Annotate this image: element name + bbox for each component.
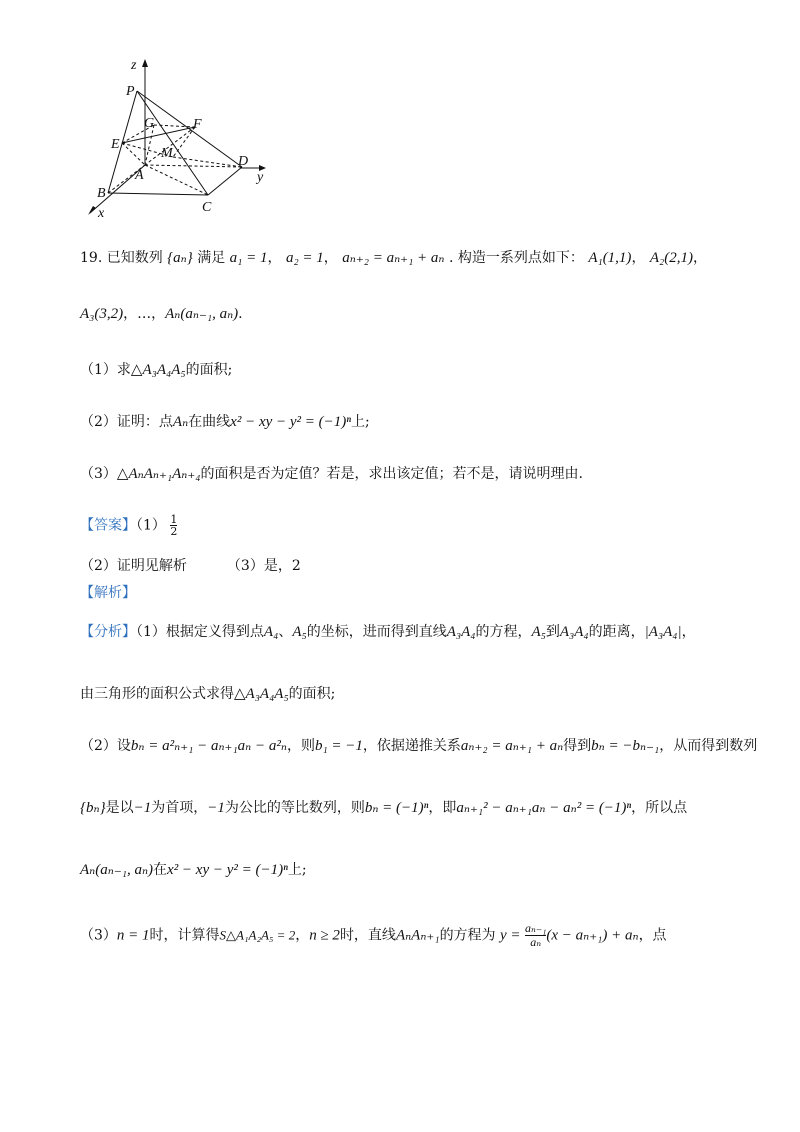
q19-sub-3 (80, 464, 583, 484)
analysis-slope-fraction (525, 922, 546, 949)
analysis-text: 到 (545, 624, 560, 640)
analysis-text: ，点 (638, 927, 667, 944)
q19-sub-2-pre: （2）证明：点 (80, 414, 173, 430)
analysis-text: 得到 (563, 738, 592, 754)
analysis-p2-line-3 (80, 860, 307, 880)
q19-line-2 (80, 304, 243, 324)
answer-tag: 【答案】 (80, 517, 136, 534)
analysis-text: 、 (278, 624, 293, 640)
analysis-p1-line-2 (80, 684, 335, 704)
answer-line-2 (80, 556, 301, 576)
edge-AC (145, 165, 208, 195)
analysis-fx-tag: 【分析】 (80, 624, 136, 640)
q19-point-2: A₂(2,1) (649, 250, 694, 266)
q19-comma: ， (267, 250, 282, 266)
label-y: y (257, 170, 264, 185)
q19-sub-1-triangle: △A₃A₄A₅ (130, 362, 186, 378)
analysis-p1-line-1 (80, 622, 696, 642)
q19-comma: ， (693, 250, 708, 266)
edge-GF (154, 125, 195, 127)
analysis-text: （3） (80, 927, 117, 944)
analysis-text: ，所以点 (631, 800, 688, 816)
q19-comma: ， (323, 250, 338, 266)
analysis-text: 是以 (105, 800, 134, 816)
q19-dots: ，…， (123, 306, 166, 322)
analysis-y-eq: y = (500, 927, 521, 944)
analysis-p2-line-2 (80, 798, 687, 818)
q19-point-1: A₁(1,1) (588, 250, 632, 266)
analysis-text: ，从而得到数列 (659, 738, 758, 754)
q19-period: . (238, 306, 243, 322)
label-A: A (135, 168, 144, 183)
q19-point-n: Aₙ(aₙ₋₁, aₙ) (165, 306, 239, 322)
analysis-point-A5: A₅ (531, 624, 546, 640)
analysis-abs-A3A4: |A₃A₄| (644, 624, 682, 640)
analysis-text: ， (295, 927, 310, 944)
analysis-seq-b: {bₙ} (80, 800, 106, 816)
analysis-text: 由三角形的面积公式求得 (80, 686, 234, 702)
q19-cond-2: a₂ = 1 (285, 250, 324, 266)
analysis-line-A3A4: A₃A₄ (446, 624, 476, 640)
analysis-slope-denominator: aₙ (525, 935, 546, 949)
q19-sub-1-pre: （1）求 (80, 362, 131, 378)
answer-1-pre: （1） (136, 517, 166, 534)
q19-sub-2-curve: x² − xy − y² = (−1)ⁿ (230, 414, 351, 430)
label-x: x (98, 206, 105, 221)
q19-text: 满足 (197, 250, 226, 266)
q19-sub-2 (80, 412, 370, 432)
analysis-line-AnAn1: AₙAₙ₊₁ (395, 927, 440, 944)
analysis-slope-numerator: aₙ₋₁ (525, 921, 547, 935)
edge-GA (145, 125, 154, 165)
analysis-text: 时，直线 (339, 927, 396, 944)
analysis-text: （1）根据定义得到点 (136, 624, 264, 640)
analysis-triangle: △A₃A₄A₅ (234, 686, 289, 702)
q19-comma: ， (631, 250, 646, 266)
q19-line-1 (80, 248, 707, 268)
q19-sub-2-mid: 在曲线 (188, 414, 231, 430)
q19-sub-2-point: Aₙ (172, 414, 189, 430)
answer-2: （2）证明见解析 (80, 558, 187, 574)
analysis-minus-one: −1 (207, 800, 225, 816)
label-G: G (144, 116, 155, 131)
analysis-area-S: S△A₁A₂A₅ = 2 (219, 927, 296, 943)
q19-sub-3-pre: （3） (80, 466, 117, 482)
q19-sub-3-post: 的面积是否为定值？若是，求出该定值；若不是，请说明理由. (200, 466, 583, 482)
analysis-tag: 【解析】 (80, 585, 136, 601)
answer-1-denominator: 2 (170, 525, 178, 538)
analysis-line-rest: (x − aₙ₊₁) + aₙ (546, 927, 639, 944)
analysis-line-A3A4: A₃A₄ (559, 624, 589, 640)
answer-1-fraction (170, 514, 177, 537)
analysis-text: 上; (287, 862, 307, 878)
analysis-identity: aₙ₊₁² − aₙ₊₁aₙ − aₙ² = (−1)ⁿ (456, 800, 632, 816)
analysis-point-An: Aₙ(aₙ₋₁, aₙ) (80, 862, 154, 878)
label-P: P (126, 84, 135, 99)
label-M: M (161, 146, 173, 161)
label-B: B (97, 186, 106, 201)
answer-line-1 (80, 514, 177, 537)
analysis-text: 的面积; (288, 686, 336, 702)
label-D: D (238, 154, 249, 169)
analysis-text: 在 (153, 862, 168, 878)
analysis-bn-value: bₙ = (−1)ⁿ (364, 800, 429, 816)
q19-cond-3: aₙ₊₂ = aₙ₊₁ + aₙ (342, 250, 445, 266)
label-F: F (193, 117, 202, 132)
analysis-n-eq-1: n = 1 (116, 927, 150, 944)
analysis-point-A4: A₄ (263, 624, 279, 640)
analysis-text: 的方程为 (439, 927, 496, 944)
label-C: C (202, 200, 212, 215)
analysis-text: 的距离， (588, 624, 645, 640)
edge-CD (208, 167, 242, 195)
answer-3: （3）是，2 (226, 558, 301, 574)
analysis-b1: b₁ = −1 (314, 738, 363, 754)
analysis-text: 为首项， (151, 800, 208, 816)
analysis-text: （2）设 (80, 738, 131, 754)
q19-cond-1: a₁ = 1 (229, 250, 268, 266)
q19-sub-1-post: 的面积; (185, 362, 233, 378)
q19-sub-1 (80, 360, 232, 380)
q19-number: 19. (80, 250, 103, 266)
analysis-text: 为公比的等比数列，则 (224, 800, 365, 816)
analysis-minus-one: −1 (133, 800, 152, 816)
analysis-text: ，则 (286, 738, 315, 754)
analysis-p3-line-1 (80, 922, 667, 949)
q19-sub-3-triangle: △AₙAₙ₊₁Aₙ₊₄ (116, 466, 201, 482)
answer-1-numerator: 1 (170, 513, 178, 526)
analysis-point-A5: A₅ (292, 624, 307, 640)
analysis-n-ge-2: n ≥ 2 (309, 927, 340, 944)
analysis-curve: x² − xy − y² = (−1)ⁿ (167, 862, 288, 878)
analysis-recurrence: aₙ₊₂ = aₙ₊₁ + aₙ (460, 738, 564, 754)
analysis-text: ，依据递推关系 (362, 738, 461, 754)
analysis-text: ， (681, 624, 696, 640)
analysis-bn-relation: bₙ = −bₙ₋₁ (591, 738, 660, 754)
analysis-text: ，即 (428, 800, 457, 816)
pyramid-figure (80, 55, 280, 225)
q19-text: 已知数列 (106, 250, 163, 266)
analysis-text: 的方程， (475, 624, 532, 640)
analysis-bn-def: bₙ = a²ₙ₊₁ − aₙ₊₁aₙ − a²ₙ (130, 738, 287, 754)
analysis-text: 的坐标，进而得到直线 (306, 624, 447, 640)
edge-PC (137, 91, 208, 195)
label-E: E (111, 137, 120, 152)
analysis-text: 时，计算得 (149, 927, 220, 944)
q19-sub-2-post: 上; (351, 414, 370, 430)
label-z: z (131, 58, 137, 73)
edge-BC (108, 193, 208, 195)
q19-seq: {aₙ} (167, 250, 193, 266)
analysis-p2-line-1 (80, 736, 757, 756)
q19-text: . 构造一系列点如下： (448, 250, 584, 266)
q19-point-3: A₃(3,2) (80, 306, 124, 322)
